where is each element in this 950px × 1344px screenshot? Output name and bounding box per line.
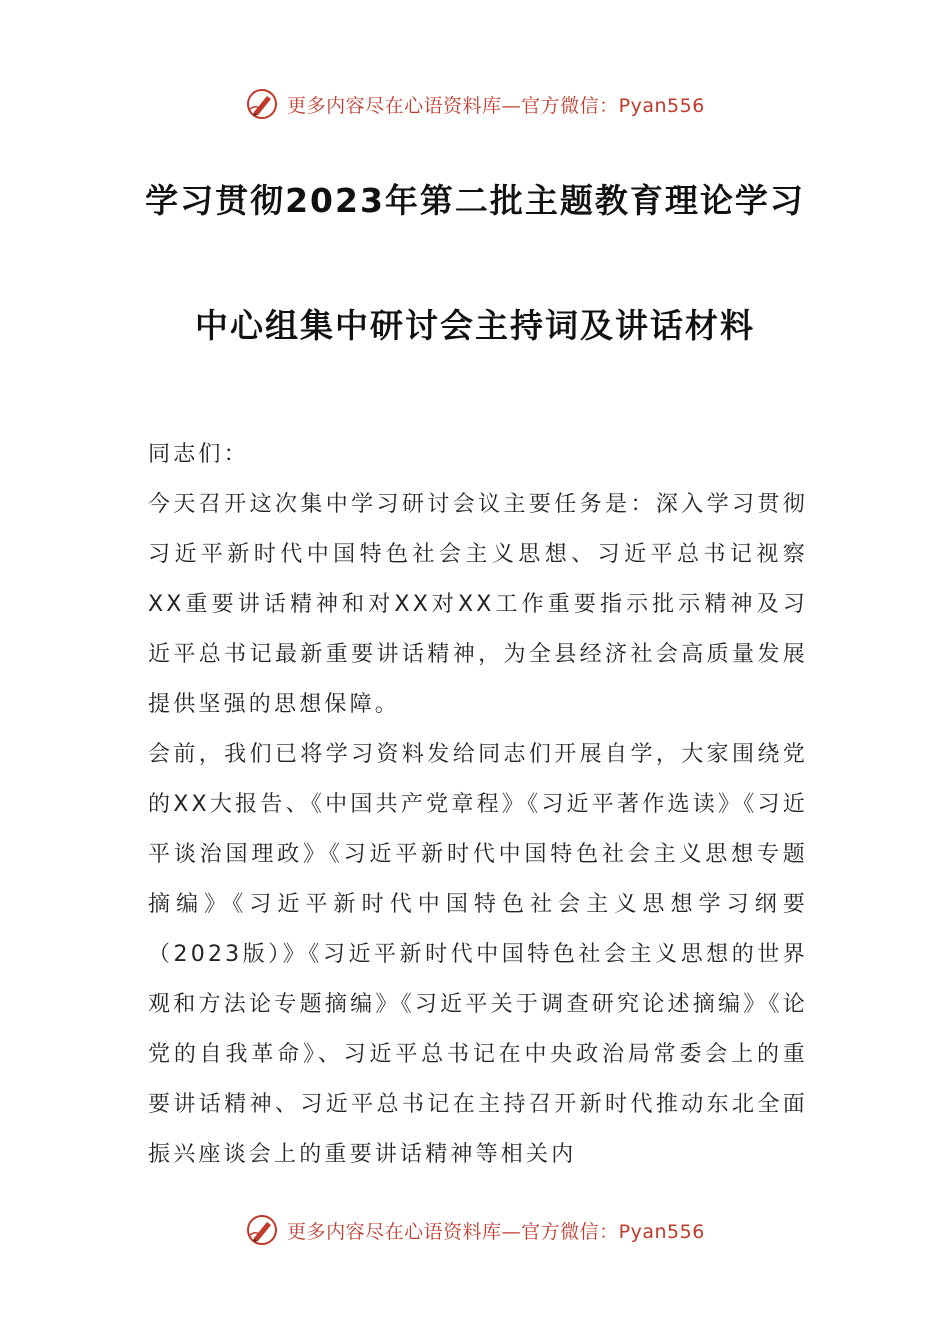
pen-logo-icon xyxy=(245,1213,279,1247)
document-title-line2: 中心组集中研讨会主持词及讲话材料 xyxy=(195,306,755,345)
wechat-id: Pyan556 xyxy=(618,1220,705,1243)
salutation: 同志们： xyxy=(148,442,249,467)
header-banner xyxy=(0,84,950,124)
wechat-id: Pyan556 xyxy=(618,94,705,117)
paragraph: 会前，我们已将学习资料发给同志们开展自学，大家围绕党的XX大报告、《中国共产党章程》《习近平著作选读》《习近平谈治国理政》《习近平新时代中国特色社会主义思想专题摘编》《习近平新时代中国特色社会主义思想学习纲要（2023版）》《习近平新时代中国特色社会主义思想的世界观和方法论专题摘编》《习近平关于调查研究论述摘编》《论党的自我革命》、习近平总书记在中央政治局常委会上的重要讲话精神、习近平总书记在主持召开新时代推动东北全面振兴座谈会上的重要讲话精神等相关内 xyxy=(148,742,808,1167)
banner-text xyxy=(287,1217,705,1244)
document-body xyxy=(148,430,808,1180)
banner-text xyxy=(287,91,705,118)
paragraph: 今天召开这次集中学习研讨会议主要任务是：深入学习贯彻习近平新时代中国特色社会主义思想、习近平总书记视察XX重要讲话精神和对XX对XX工作重要指示批示精神及习近平总书记最新重要讲话精神，为全县经济社会高质量发展提供坚强的思想保障。 xyxy=(148,492,808,717)
footer-banner xyxy=(0,1210,950,1250)
pen-logo-icon xyxy=(245,87,279,121)
document-title-line1: 学习贯彻2023年第二批主题教育理论学习 xyxy=(145,181,805,220)
banner-label: 更多内容尽在心语资料库—官方微信： xyxy=(287,94,619,117)
banner-label: 更多内容尽在心语资料库—官方微信： xyxy=(287,1220,619,1243)
